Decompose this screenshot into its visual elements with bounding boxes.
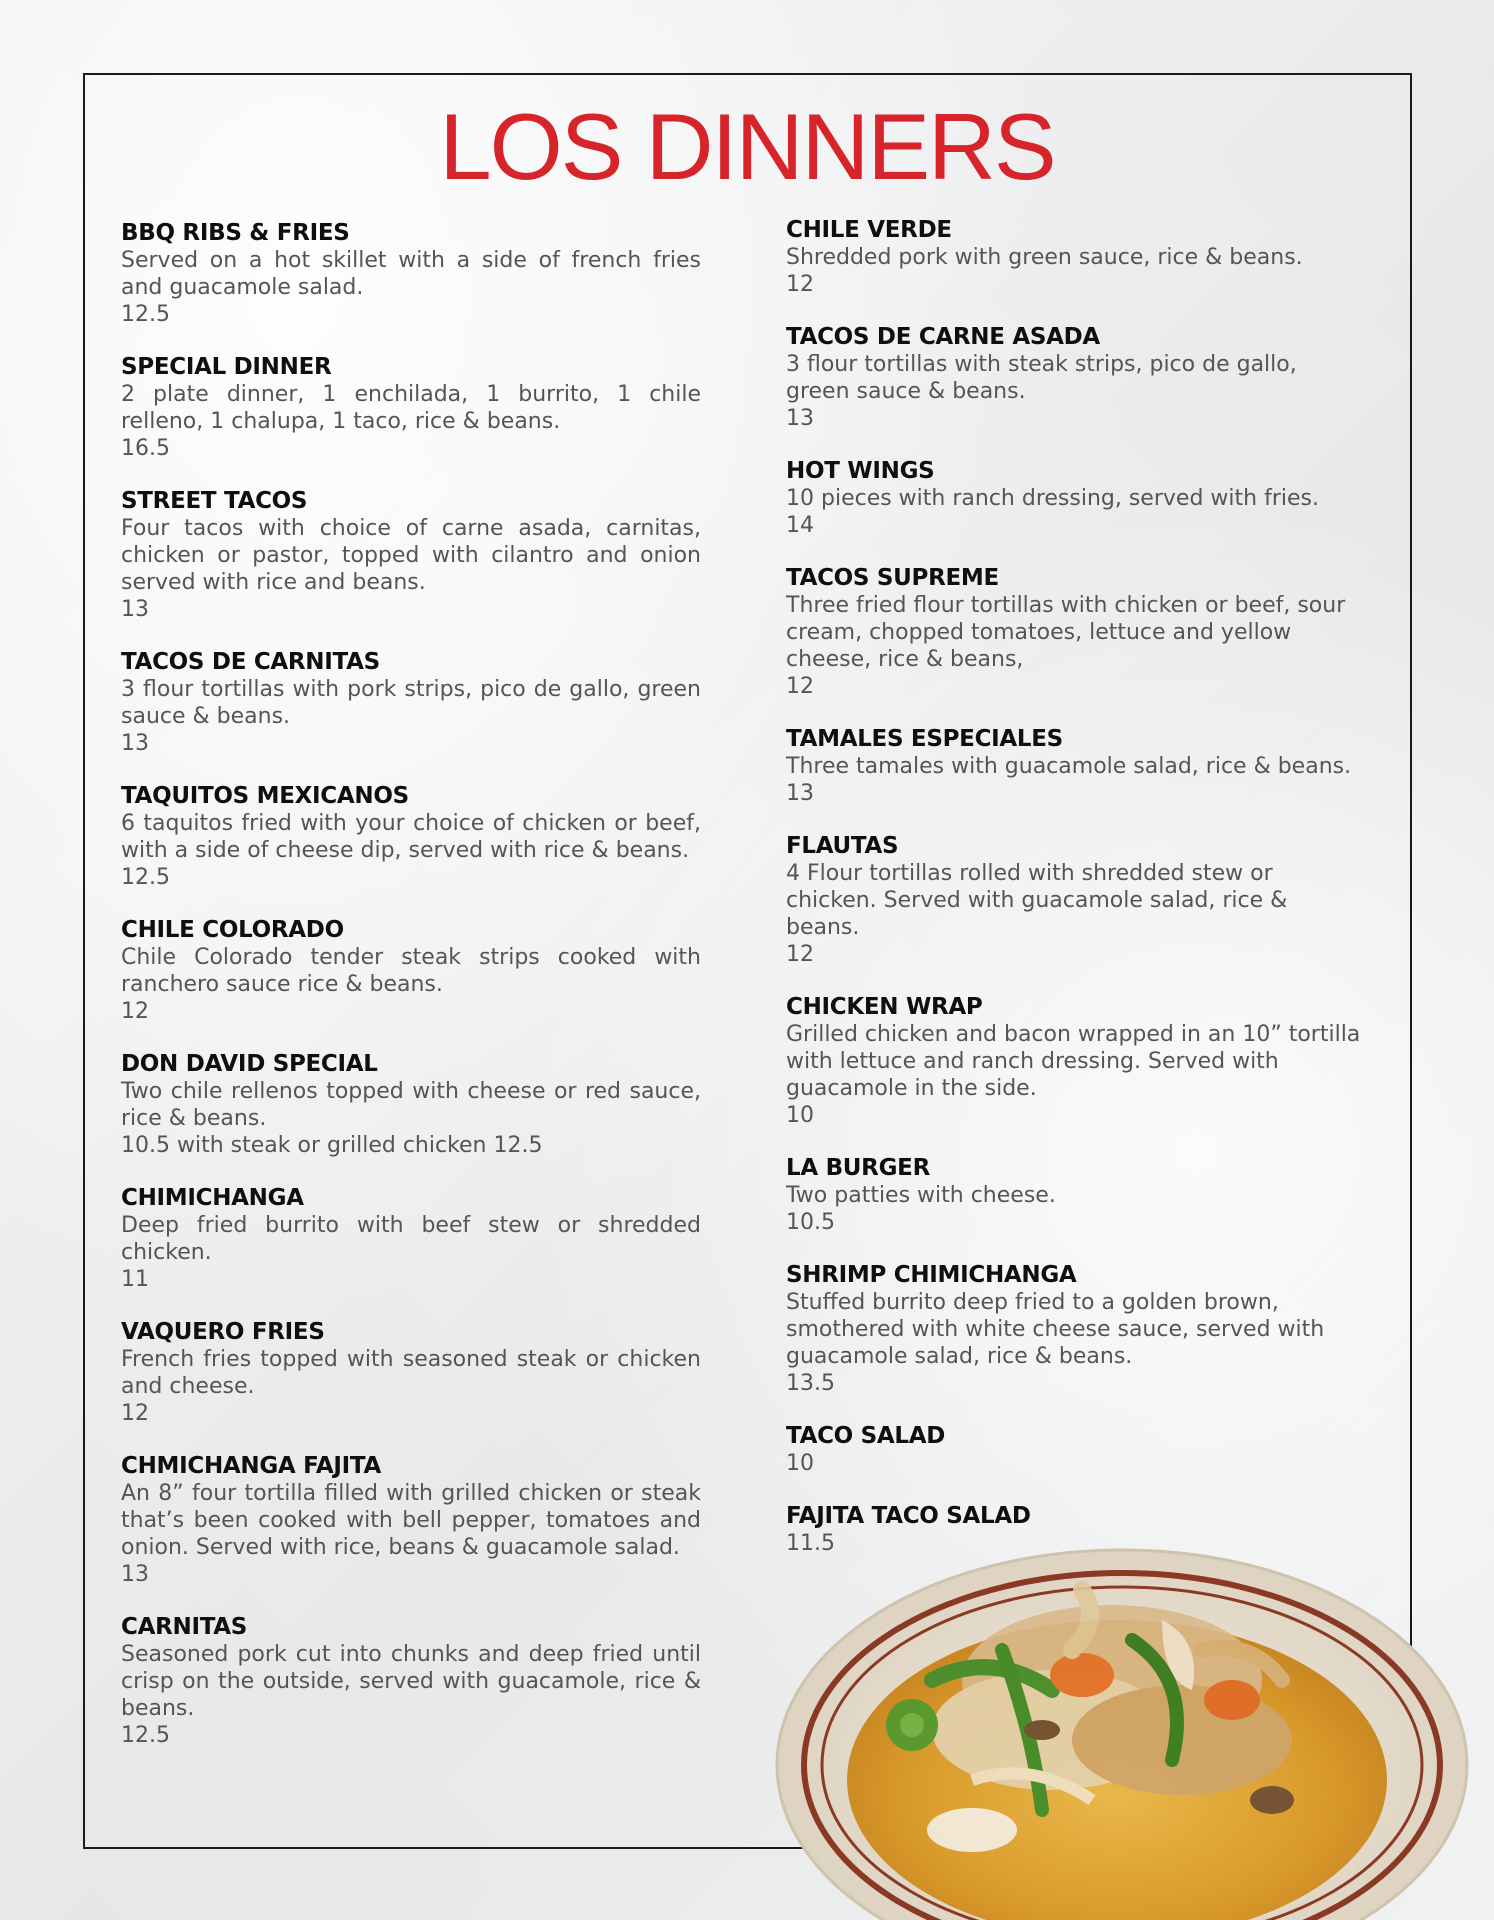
menu-item — [121, 783, 701, 891]
menu-item-price: 16.5 — [121, 436, 170, 461]
menu-item — [786, 726, 1366, 807]
menu-item-price: 10.5 with steak or grilled chicken 12.5 — [121, 1133, 543, 1158]
menu-item — [786, 833, 1366, 968]
menu-column-right — [786, 217, 1366, 1583]
menu-item-description: 3 flour tortillas with pork strips, pico de gallo, green sauce & beans. — [121, 677, 701, 729]
menu-item-price: 13 — [121, 1562, 149, 1587]
menu-item — [121, 1319, 701, 1427]
menu-item-name: LA BURGER — [786, 1155, 930, 1181]
menu-item-description: French fries topped with seasoned steak or chicken and cheese. — [121, 1347, 701, 1399]
menu-item-name: STREET TACOS — [121, 488, 308, 514]
menu-item-name: FLAUTAS — [786, 833, 899, 859]
menu-item-name: TAMALES ESPECIALES — [786, 726, 1063, 752]
menu-item-description: 10 pieces with ranch dressing, served with fries. — [786, 486, 1319, 511]
menu-item — [786, 458, 1366, 539]
menu-item-name: BBQ RIBS & FRIES — [121, 220, 350, 246]
menu-item — [786, 1423, 1366, 1477]
menu-item-price: 12 — [786, 942, 814, 967]
menu-item — [786, 1155, 1366, 1236]
menu-item-price: 13 — [121, 731, 149, 756]
menu-item-price: 10 — [786, 1103, 814, 1128]
menu-item-name: CHIMICHANGA — [121, 1185, 304, 1211]
menu-item-description: Three tamales with guacamole salad, rice & beans. — [786, 754, 1352, 779]
menu-column-left — [121, 220, 701, 1775]
menu-item — [121, 1185, 701, 1293]
menu-item — [121, 917, 701, 1025]
menu-item-name: CHILE COLORADO — [121, 917, 344, 943]
menu-item-description: Chile Colorado tender steak strips cooked with ranchero sauce rice & beans. — [121, 945, 701, 997]
menu-item-description: Two chile rellenos topped with cheese or red sauce, rice & beans. — [121, 1079, 701, 1131]
menu-item-name: TACOS DE CARNITAS — [121, 649, 380, 675]
menu-item — [121, 220, 701, 328]
menu-item-price: 12.5 — [121, 865, 170, 890]
menu-item-name: SPECIAL DINNER — [121, 354, 332, 380]
menu-item-name: TACOS DE CARNE ASADA — [786, 324, 1100, 350]
menu-item-price: 11.5 — [786, 1531, 835, 1556]
menu-item-description: Grilled chicken and bacon wrapped in an 10” tortilla with lettuce and ranch dressing. Served with guacamole in the side. — [786, 1022, 1361, 1101]
menu-item-description: An 8” four tortilla filled with grilled chicken or steak that’s been cooked with bell pepper, tomatoes and onion. Served with rice, beans & guacamole salad. — [121, 1481, 701, 1560]
menu-item — [121, 488, 701, 623]
menu-item-price: 12.5 — [121, 302, 170, 327]
menu-item-price: 13.5 — [786, 1371, 835, 1396]
menu-item-description: 2 plate dinner, 1 enchilada, 1 burrito, 1 chile relleno, 1 chalupa, 1 taco, rice & beans. — [121, 382, 701, 434]
menu-item-price: 11 — [121, 1267, 149, 1292]
menu-item — [121, 1453, 701, 1588]
menu-item-price: 13 — [786, 781, 814, 806]
menu-item — [786, 324, 1366, 432]
menu-item-description: Three fried flour tortillas with chicken or beef, sour cream, chopped tomatoes, lettuce and yellow cheese, rice & beans, — [786, 593, 1346, 672]
menu-item-description: Seasoned pork cut into chunks and deep fried until crisp on the outside, served with guacamole, rice & beans. — [121, 1642, 701, 1721]
menu-item-price: 13 — [786, 406, 814, 431]
menu-item-name: HOT WINGS — [786, 458, 935, 484]
menu-item-name: TACOS SUPREME — [786, 565, 999, 591]
fajita-plate-photo — [752, 1530, 1472, 1920]
menu-item-price: 14 — [786, 513, 814, 538]
menu-item-description: Shredded pork with green sauce, rice & beans. — [786, 245, 1303, 270]
menu-item-price: 10 — [786, 1451, 814, 1476]
menu-item-description: Two patties with cheese. — [786, 1183, 1056, 1208]
menu-item-price: 12 — [121, 999, 149, 1024]
menu-item-name: VAQUERO FRIES — [121, 1319, 325, 1345]
menu-item-description: Deep fried burrito with beef stew or shredded chicken. — [121, 1213, 701, 1265]
menu-item — [121, 649, 701, 757]
menu-item-description: 4 Flour tortillas rolled with shredded stew or chicken. Served with guacamole salad, rice & beans. — [786, 861, 1288, 940]
menu-item-price: 13 — [121, 597, 149, 622]
menu-item — [786, 994, 1366, 1129]
menu-item — [121, 354, 701, 462]
menu-item-price: 12 — [121, 1401, 149, 1426]
menu-item-name: FAJITA TACO SALAD — [786, 1503, 1031, 1529]
menu-item-price: 12 — [786, 272, 814, 297]
menu-item — [786, 217, 1366, 298]
menu-item-name: CHMICHANGA FAJITA — [121, 1453, 382, 1479]
menu-item-description: 6 taquitos fried with your choice of chicken or beef, with a side of cheese dip, served with rice & beans. — [121, 811, 701, 863]
menu-item-description: Stuffed burrito deep fried to a golden brown, smothered with white cheese sauce, served with guacamole salad, rice & beans. — [786, 1290, 1325, 1369]
menu-item-name: TAQUITOS MEXICANOS — [121, 783, 409, 809]
menu-item-price: 12.5 — [121, 1723, 170, 1748]
page-title: LOS DINNERS — [439, 94, 1055, 199]
menu-item-name: CHICKEN WRAP — [786, 994, 983, 1020]
menu-item — [786, 565, 1366, 700]
menu-item-name: SHRIMP CHIMICHANGA — [786, 1262, 1077, 1288]
menu-item-name: DON DAVID SPECIAL — [121, 1051, 378, 1077]
menu-item-description: Served on a hot skillet with a side of french fries and guacamole salad. — [121, 248, 701, 300]
menu-item — [786, 1262, 1366, 1397]
menu-item-description: Four tacos with choice of carne asada, carnitas, chicken or pastor, topped with cilantro and onion served with rice and beans. — [121, 516, 701, 595]
menu-item-price: 10.5 — [786, 1210, 835, 1235]
menu-item — [121, 1051, 701, 1159]
menu-item-name: CARNITAS — [121, 1614, 248, 1640]
menu-item-name: TACO SALAD — [786, 1423, 946, 1449]
menu-item-name: CHILE VERDE — [786, 217, 952, 243]
menu-item-description: 3 flour tortillas with steak strips, pico de gallo, green sauce & beans. — [786, 352, 1297, 404]
menu-item-price: 12 — [786, 674, 814, 699]
menu-item — [121, 1614, 701, 1749]
